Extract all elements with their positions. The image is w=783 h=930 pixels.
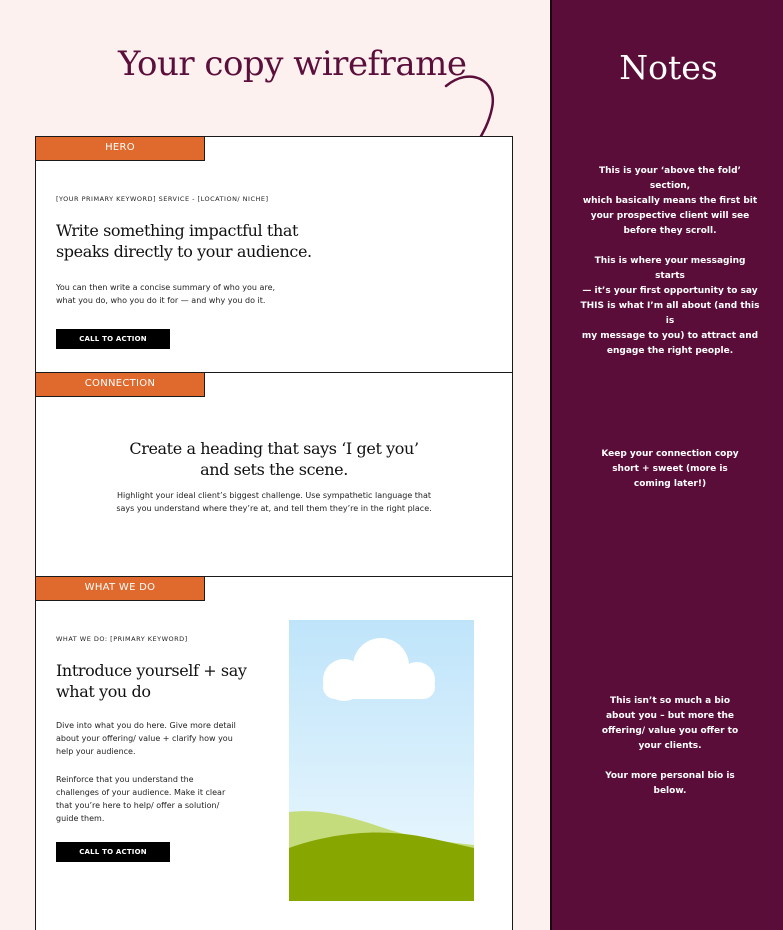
connection-heading [36,438,512,480]
hero-heading-line: Write something impactful that [56,221,299,240]
what-we-do-tag: WHAT WE DO [35,576,205,601]
what-we-do-cta-button[interactable]: CALL TO ACTION [56,842,170,862]
what-we-do-body-line: that you’re here to help/ offer a solution/ [56,801,220,810]
what-we-do-body-line: guide them. [56,814,105,823]
hero-heading-line: speaks directly to your audience. [56,242,312,261]
connection-heading-line: and sets the scene. [200,460,348,479]
what-we-do-heading [56,660,247,702]
note-line: Your more personal bio is [605,771,735,781]
what-we-do-body-1 [56,719,236,758]
note-line: THIS is what I’m all about (and this is [580,301,760,326]
what-we-do-body-line: Dive into what you do here. Give more detail [56,721,236,730]
hero-body [56,281,275,307]
wireframe [35,136,513,930]
what-we-do-body-line: about your offering/ value + clarify how you [56,734,233,743]
note-line: below. [653,786,687,796]
connection-body [36,489,512,515]
hero-tag: HERO [35,136,205,161]
connection-tag: CONNECTION [35,372,205,397]
connection-body-line: says you understand where they’re at, and tell them they’re in the right place. [116,504,432,513]
note-line: — it’s your first opportunity to say [582,286,758,296]
hero-eyebrow: [YOUR PRIMARY KEYWORD] SERVICE - [LOCATION/ NICHE] [56,195,269,203]
note-line: before they scroll. [623,226,717,236]
notes-panel [550,0,783,930]
note-line: your prospective client will see [590,211,750,221]
notes-title: Notes [619,48,718,87]
note-line: about you – but more the [605,711,735,721]
what-we-do-heading-line: Introduce yourself + say [56,661,247,680]
what-we-do-body-line: help your audience. [56,747,136,756]
note-line: short + sweet (more is [612,464,728,474]
note-line: This is where your messaging starts [594,256,746,281]
connection-note [580,447,760,507]
note-line: engage the right people. [606,346,734,356]
note-line: my message to you) to attract and [581,331,759,341]
what-we-do-heading-line: what you do [56,682,151,701]
note-line: coming later!) [633,479,707,489]
what-we-do-body-line: Reinforce that you understand the [56,775,194,784]
hero-body-line: what you do, who you do it for — and why you do it. [56,296,266,305]
note-line: This is your ‘above the fold’ section, [599,166,741,191]
page-title: Your copy wireframe [118,44,467,84]
what-we-do-body-line: challenges of your audience. Make it clear [56,788,226,797]
note-line: Keep your connection copy [601,449,739,459]
note-line: which basically means the first bit [582,196,758,206]
what-we-do-eyebrow: WHAT WE DO: [PRIMARY KEYWORD] [56,635,188,643]
connection-body-line: Highlight your ideal client’s biggest challenge. Use sympathetic language that [116,491,432,500]
connection-heading-line: Create a heading that says ‘I get you’ [129,439,419,458]
hero-cta-button[interactable]: CALL TO ACTION [56,329,170,349]
what-we-do-note [580,694,760,814]
hero-body-line: You can then write a concise summary of who you are, [56,283,276,292]
hero-heading [56,220,312,262]
landscape-image-placeholder [289,620,474,901]
what-we-do-body-2 [56,773,225,825]
note-line: This isn’t so much a bio [609,696,731,706]
hero-note [580,164,760,374]
note-line: offering/ value you offer to [601,726,739,736]
note-line: your clients. [638,741,702,751]
